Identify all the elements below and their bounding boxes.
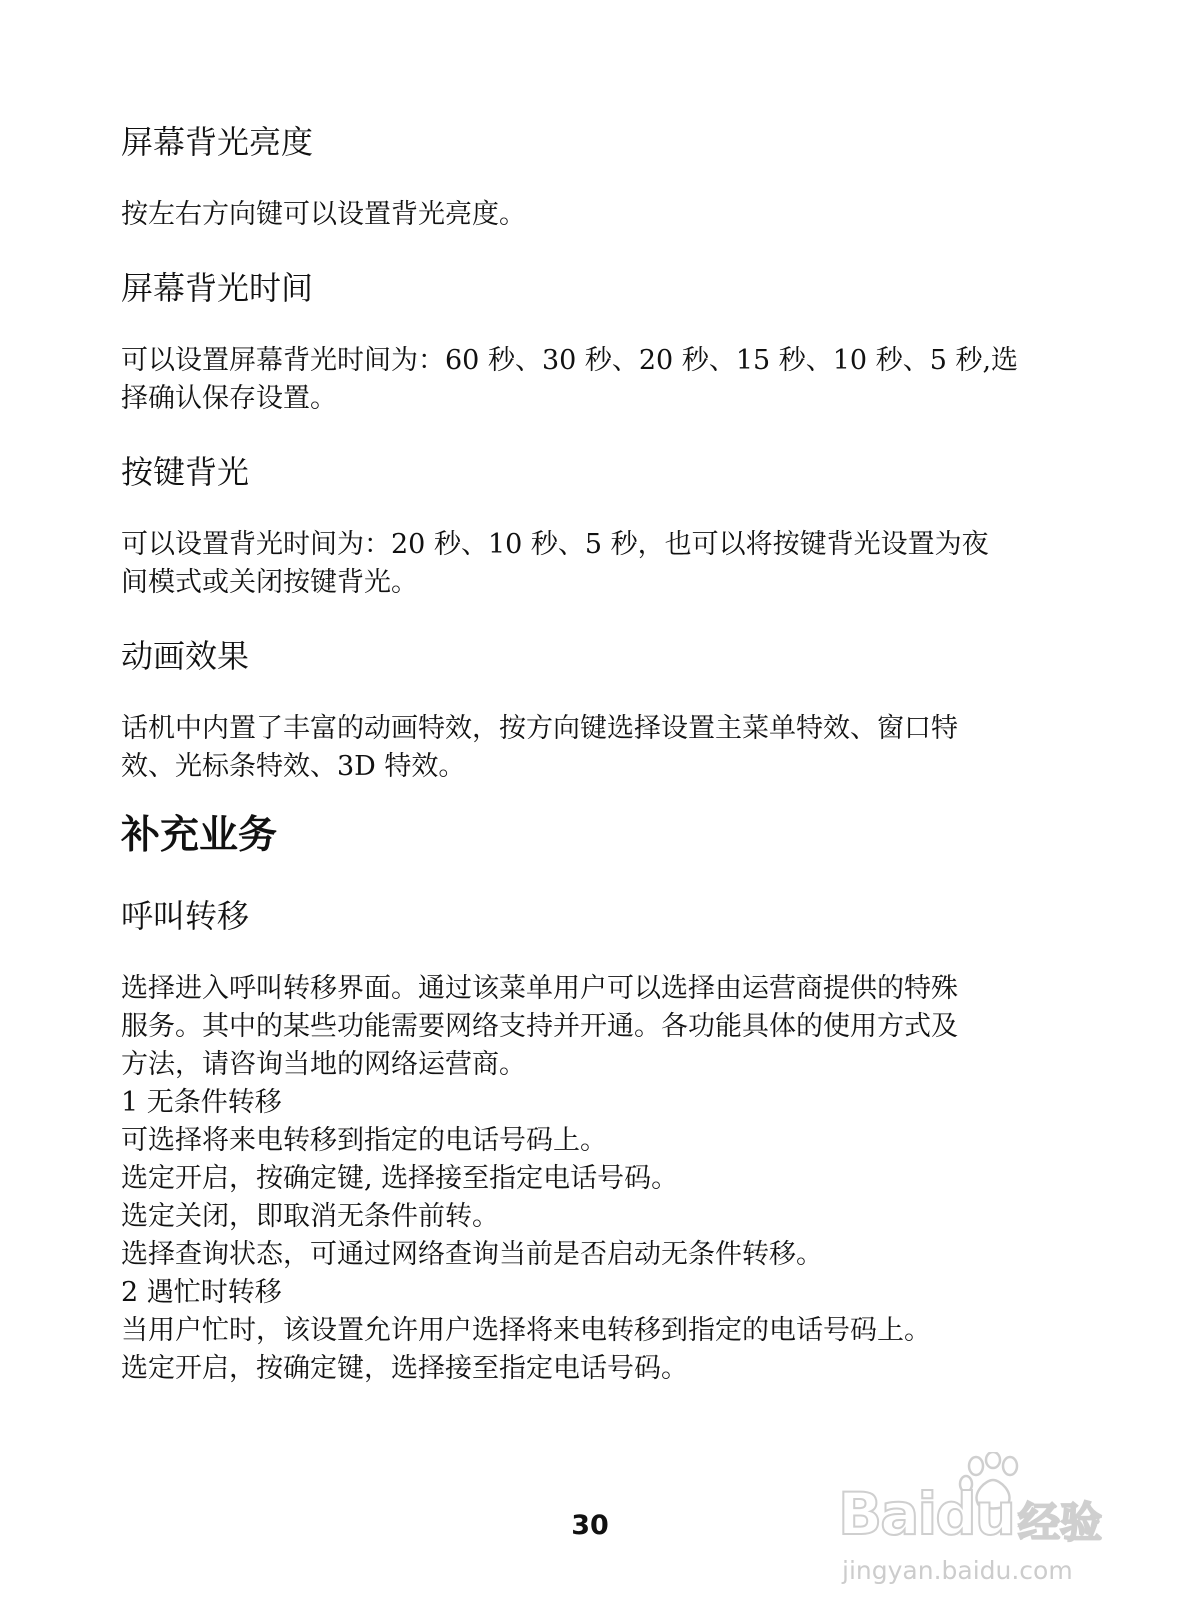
section-heading-key-backlight: 按键背光	[121, 453, 250, 491]
body-line: 话机中内置了丰富的动画特效，按方向键选择设置主菜单特效、窗口特	[121, 713, 958, 744]
body-line: 选定关闭，即取消无条件前转。	[121, 1201, 499, 1232]
section-heading-call-forwarding: 呼叫转移	[121, 897, 250, 935]
section-body-call-forwarding	[121, 970, 1081, 1388]
body-line: 效、光标条特效、3D 特效。	[121, 751, 466, 782]
section-body-animation	[121, 710, 1081, 786]
body-line: 选择进入呼叫转移界面。通过该菜单用户可以选择由运营商提供的特殊	[121, 973, 958, 1004]
page-number: 30	[571, 1510, 609, 1541]
body-line: 选择查询状态，可通过网络查询当前是否启动无条件转移。	[121, 1239, 823, 1270]
section-body-backlight-time	[121, 342, 1081, 418]
section-heading-animation: 动画效果	[121, 637, 250, 675]
watermark-url: jingyan.baidu.com	[842, 1556, 1073, 1585]
chapter-heading-supplementary-services: 补充业务	[121, 813, 278, 858]
body-line: 按左右方向键可以设置背光亮度。	[121, 199, 526, 230]
body-line: 2 遇忙时转移	[121, 1277, 282, 1308]
watermark-logo-text: Baidu	[838, 1480, 1015, 1548]
body-line: 选定开启，按确定键, 选择接至指定电话号码。	[121, 1163, 679, 1194]
body-line: 可以设置背光时间为：20 秒、10 秒、5 秒，也可以将按键背光设置为夜	[121, 529, 989, 560]
watermark-cn-text: 经验	[1018, 1498, 1103, 1547]
body-line: 间模式或关闭按键背光。	[121, 567, 418, 598]
body-line: 服务。其中的某些功能需要网络支持并开通。各功能具体的使用方式及	[121, 1011, 958, 1042]
section-heading-backlight-time: 屏幕背光时间	[121, 269, 314, 307]
body-line: 选定开启，按确定键，选择接至指定电话号码。	[121, 1353, 688, 1384]
body-line: 择确认保存设置。	[121, 383, 337, 414]
baidu-jingyan-watermark	[838, 1452, 1138, 1602]
body-line: 当用户忙时，该设置允许用户选择将来电转移到指定的电话号码上。	[121, 1315, 931, 1346]
section-body-backlight-brightness	[121, 196, 1081, 234]
section-body-key-backlight	[121, 526, 1081, 602]
body-line: 可以设置屏幕背光时间为：60 秒、30 秒、20 秒、15 秒、10 秒、5 秒,选	[121, 345, 1019, 376]
body-line: 可选择将来电转移到指定的电话号码上。	[121, 1125, 607, 1156]
body-line: 方法，请咨询当地的网络运营商。	[121, 1049, 526, 1080]
section-heading-backlight-brightness: 屏幕背光亮度	[121, 123, 314, 161]
body-line: 1 无条件转移	[121, 1087, 282, 1118]
